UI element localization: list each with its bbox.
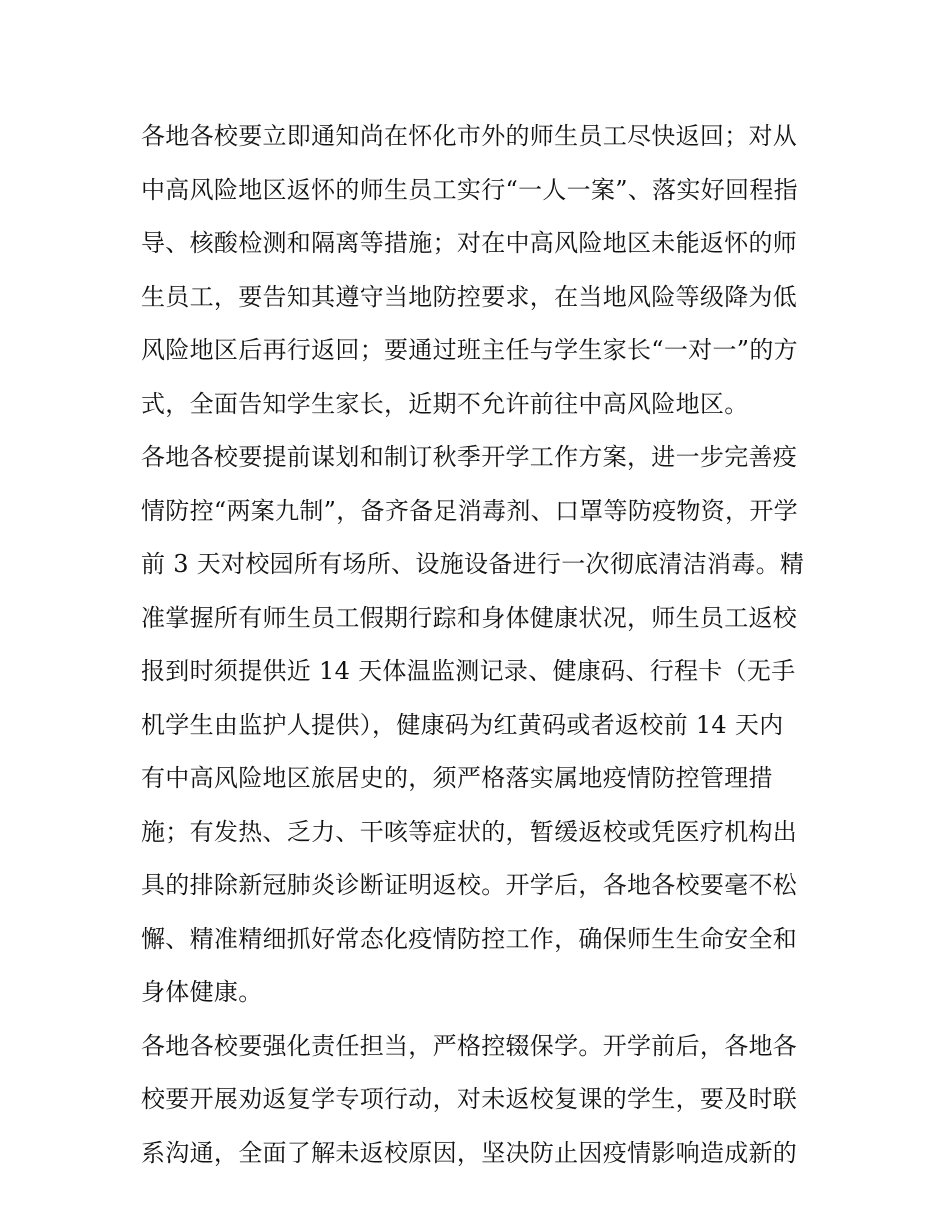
text-line: 报到时须提供近 14 天体温监测记录、健康码、行程卡（无手 bbox=[141, 657, 796, 685]
text-line: 系沟通，全面了解未返校原因，坚决防止因疫情影响造成新的 bbox=[141, 1138, 798, 1167]
text-line: 风险地区后再行返回；要通过班主任与学生家长“一对一”的方 bbox=[141, 336, 798, 364]
text-line: 导、核酸检测和隔离等措施；对在中高风险地区未能返怀的师 bbox=[141, 229, 798, 257]
text-line: 准掌握所有师生员工假期行踪和身体健康状况，师生员工返校 bbox=[141, 603, 798, 632]
text-line: 生员工，要告知其遵守当地防控要求，在当地风险等级降为低 bbox=[141, 282, 798, 311]
text-line: 有中高风险地区旅居史的，须严格落实属地疫情防控管理措 bbox=[141, 764, 773, 792]
text-line: 中高风险地区返怀的师生员工实行“一人一案”、落实好回程指 bbox=[141, 175, 798, 204]
text-line: 情防控“两案九制”，备齐备足消毒剂、口罩等防疫物资，开学 bbox=[141, 496, 798, 525]
text-line: 懈、精准精细抓好常态化疫情防控工作，确保师生生命安全和 bbox=[141, 924, 798, 953]
text-line: 各地各校要立即通知尚在怀化市外的师生员工尽快返回；对从 bbox=[141, 122, 798, 150]
text-line: 施；有发热、乏力、干咳等症状的，暂缓返校或凭医疗机构出 bbox=[141, 817, 798, 846]
document-body bbox=[141, 110, 821, 1180]
text-line: 具的排除新冠肺炎诊断证明返校。开学后，各地各校要毫不松 bbox=[141, 871, 798, 899]
text-line: 各地各校要提前谋划和制订秋季开学工作方案，进一步完善疫 bbox=[141, 443, 798, 471]
text-line: 前 3 天对校园所有场所、设施设备进行一次彻底清洁消毒。精 bbox=[141, 550, 805, 578]
text-line: 校要开展劝返复学专项行动，对未返校复课的学生，要及时联 bbox=[141, 1085, 798, 1113]
text-line: 机学生由监护人提供），健康码为红黄码或者返校前 14 天内 bbox=[141, 710, 784, 739]
text-line: 各地各校要强化责任担当，严格控辍保学。开学前后，各地各 bbox=[141, 1031, 798, 1060]
text-line: 式，全面告知学生家长，近期不允许前往中高风险地区。 bbox=[141, 389, 749, 418]
text-line: 身体健康。 bbox=[141, 978, 263, 1006]
